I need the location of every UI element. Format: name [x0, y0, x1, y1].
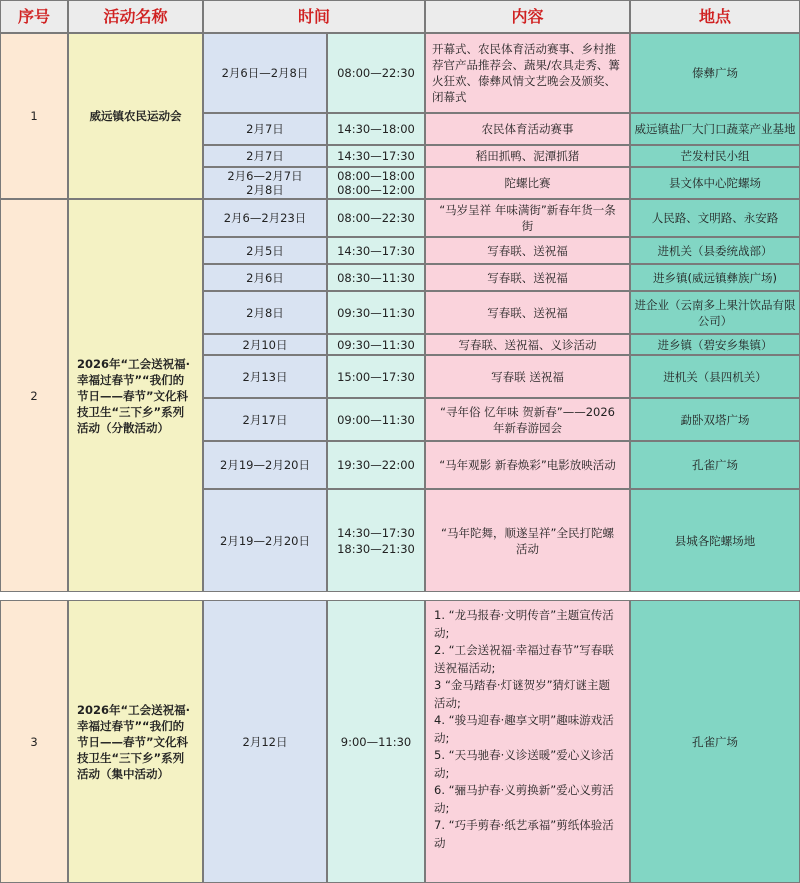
row-content: 农民体育活动赛事 [425, 113, 630, 145]
row-content-list [425, 600, 630, 883]
row-content: 稻田抓鸭、泥潭抓猪 [425, 145, 630, 167]
row-date: 2月6—2月23日 [203, 199, 327, 237]
group-name: 威远镇农民运动会 [68, 33, 203, 199]
row-location: 进乡镇（碧安乡集镇） [630, 334, 800, 355]
row-location: 进机关（县委统战部） [630, 237, 800, 264]
row-location: 孔雀广场 [630, 600, 800, 883]
row-content: “马岁呈祥 年味满街”新春年货一条街 [425, 199, 630, 237]
row-time: 09:00—11:30 [327, 398, 425, 441]
header-time: 时间 [203, 0, 425, 33]
row-content: 陀螺比赛 [425, 167, 630, 199]
row-location: 傣彝广场 [630, 33, 800, 113]
header-name: 活动名称 [68, 0, 203, 33]
row-location: 人民路、文明路、永安路 [630, 199, 800, 237]
content-item: 7. “巧手剪春·纸艺承福”剪纸体验活动 [434, 818, 614, 850]
row-location: 芒发村民小组 [630, 145, 800, 167]
row-location: 进企业（云南多上果汁饮品有限公司） [630, 291, 800, 334]
row-content: 写春联、送祝福 [425, 264, 630, 291]
row-date: 2月17日 [203, 398, 327, 441]
row-location: 勐卧双塔广场 [630, 398, 800, 441]
row-time: 09:30—11:30 [327, 291, 425, 334]
row-date: 2月6日—2月8日 [203, 33, 327, 113]
row-time: 08:00—22:30 [327, 199, 425, 237]
content-item: 4. “骏马迎春·趣享文明”趣味游戏活动; [434, 713, 614, 745]
row-content: “马年陀舞，顺遂呈祥”全民打陀螺活动 [425, 489, 630, 592]
header-idx: 序号 [0, 0, 68, 33]
row-date: 2月19—2月20日 [203, 441, 327, 489]
row-time: 15:00—17:30 [327, 355, 425, 398]
row-time: 14:30—17:30 18:30—21:30 [327, 489, 425, 592]
row-time: 9:00—11:30 [327, 600, 425, 883]
row-date: 2月7日 [203, 113, 327, 145]
row-date: 2月19—2月20日 [203, 489, 327, 592]
row-time: 19:30—22:00 [327, 441, 425, 489]
row-time: 14:30—18:00 [327, 113, 425, 145]
row-location: 县文体中心陀螺场 [630, 167, 800, 199]
row-location: 进机关（县四机关） [630, 355, 800, 398]
row-date: 2月7日 [203, 145, 327, 167]
row-time: 14:30—17:30 [327, 237, 425, 264]
row-content: 开幕式、农民体育活动赛事、乡村推荐官产品推荐会、蔬果/农具走秀、篝火狂欢、傣彝风情文艺晚会及颁奖、闭幕式 [425, 33, 630, 113]
row-date: 2月12日 [203, 600, 327, 883]
row-time: 08:00—18:00 08:00—12:00 [327, 167, 425, 199]
content-item: 3 “金马踏春·灯谜贺岁”猜灯谜主题活动; [434, 678, 611, 710]
row-time: 08:00—22:30 [327, 33, 425, 113]
group-index: 1 [0, 33, 68, 199]
row-location: 孔雀广场 [630, 441, 800, 489]
content-item: 2. “工会送祝福·幸福过春节”写春联送祝福活动; [434, 643, 614, 675]
content-item: 5. “天马驰春·义诊送暖”爱心义诊活动; [434, 748, 614, 780]
row-date: 2月6日 [203, 264, 327, 291]
content-item: 6. “骊马护春·义剪换新”爱心义剪活动; [434, 783, 614, 815]
row-time: 09:30—11:30 [327, 334, 425, 355]
row-content: 写春联、送祝福 [425, 237, 630, 264]
group-name: 2026年“工会送祝福·幸福过春节”“我们的节日——春节”文化科技卫生“三下乡”系列活动（分散活动） [68, 199, 203, 592]
group-index: 3 [0, 600, 68, 883]
header-location: 地点 [630, 0, 800, 33]
header-content: 内容 [425, 0, 630, 33]
row-content: “寻年俗 忆年味 贺新春”——2026年新春游园会 [425, 398, 630, 441]
row-date: 2月5日 [203, 237, 327, 264]
row-date: 2月10日 [203, 334, 327, 355]
row-location: 县城各陀螺场地 [630, 489, 800, 592]
row-content: “马年观影 新春焕彩”电影放映活动 [425, 441, 630, 489]
row-date: 2月8日 [203, 291, 327, 334]
row-location: 进乡镇(威远镇彝族广场) [630, 264, 800, 291]
row-time: 08:30—11:30 [327, 264, 425, 291]
row-content: 写春联、送祝福、义诊活动 [425, 334, 630, 355]
row-date: 2月6—2月7日 2月8日 [203, 167, 327, 199]
row-content: 写春联 送祝福 [425, 355, 630, 398]
row-time: 14:30—17:30 [327, 145, 425, 167]
section-gap [0, 592, 800, 600]
row-content: 写春联、送祝福 [425, 291, 630, 334]
content-item: 1. “龙马报春·文明传音”主题宣传活动; [434, 608, 614, 640]
group-name: 2026年“工会送祝福·幸福过春节”“我们的节日——春节”文化科技卫生“三下乡”系列活动（集中活动） [68, 600, 203, 883]
row-location: 威远镇盐厂大门口蔬菜产业基地 [630, 113, 800, 145]
row-date: 2月13日 [203, 355, 327, 398]
group-index: 2 [0, 199, 68, 592]
